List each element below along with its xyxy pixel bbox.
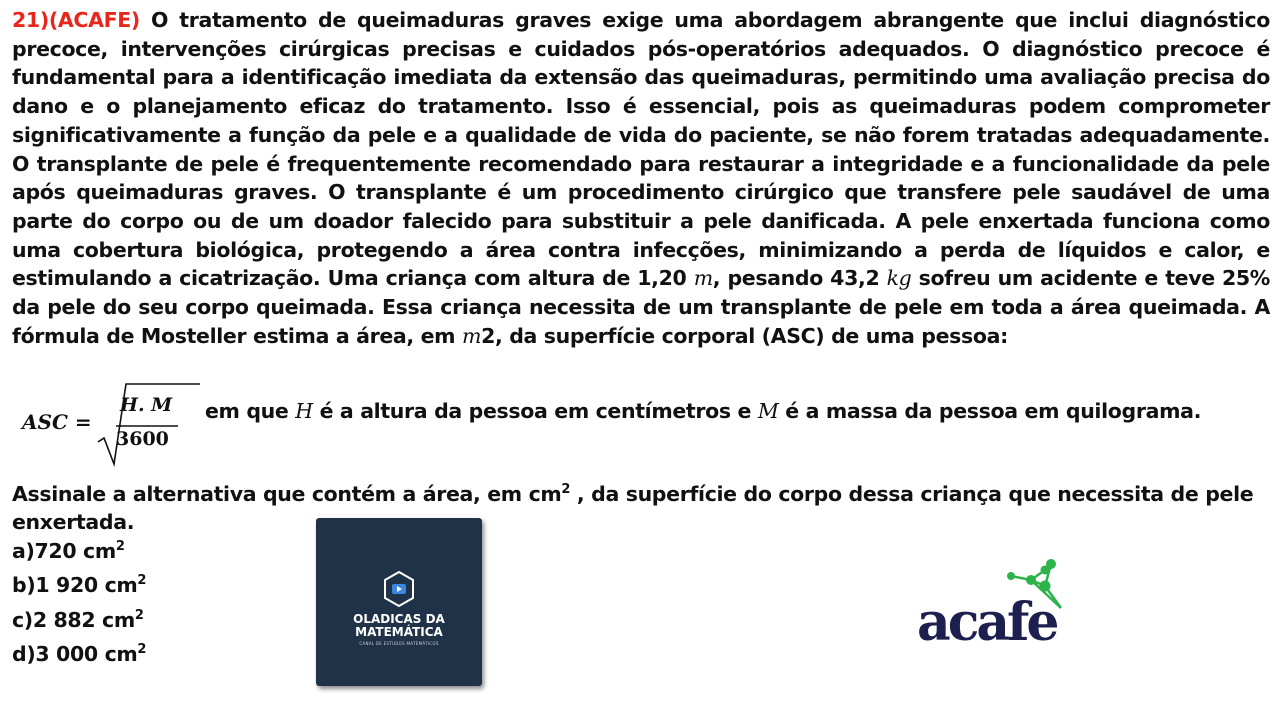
option-c-sup: 2 xyxy=(134,607,144,623)
channel-name xyxy=(316,613,482,639)
option-d-sup: 2 xyxy=(137,641,147,657)
option-c[interactable] xyxy=(12,601,146,635)
statement-text-weight: , pesando 43,2 xyxy=(712,266,887,291)
answer-options xyxy=(12,532,146,669)
formula-explanation xyxy=(205,399,1201,423)
option-b-sup: 2 xyxy=(137,573,147,589)
formula-numerator: H. M xyxy=(120,394,173,416)
prompt-superscript: 2 xyxy=(561,482,571,497)
statement-text-after: sofreu um acidente e teve 25% da pele do seu corpo queimada. Essa criança necessita de um transplante de pele em toda a área queimada. A fórmula de Mosteller estima a área, em xyxy=(12,266,1271,348)
option-d[interactable] xyxy=(12,635,146,669)
option-a[interactable] xyxy=(12,532,146,566)
mosteller-formula xyxy=(22,380,222,470)
option-b-label: b)1 920 cm xyxy=(12,573,138,598)
option-d-label: d)3 000 cm xyxy=(12,641,138,666)
play-hexagon-icon xyxy=(382,570,416,608)
question-number: 21)(ACAFE) xyxy=(12,8,140,32)
var-m: M xyxy=(757,399,779,423)
statement-text: O tratamento de queimaduras graves exige uma abordagem abrangente que inclui diagnóstico precoce, intervenções cirúrgicas precisas e cuidados pós-operatórios adequados. O diagnóstico precoce é fundamental para a identificação imediata da extensão das queimaduras, permitindo uma avaliação precisa do dano e o planejamento eficaz do tratamento. Isso é essencial, pois as queimaduras podem comprometer significativamente a função da pele e a qualidade de vida do paciente, se não forem tratadas adequadamente. O transplante de pele é frequentemente recomendado para restaurar a integridade e a funcionalidade da pele após queimaduras graves. O transplante é um procedimento cirúrgico que transfere pele saudável de uma parte do corpo ou de um doador falecido para substituir a pele danificada. A pele enxertada funciona como uma cobertura biológica, protegendo a área contra infecções, minimizando a perda de líquidos e calor, e estimulando a cicatrização. Uma criança com altura de 1,20 xyxy=(12,8,1270,291)
channel-logo-card xyxy=(316,518,482,686)
question-prompt xyxy=(12,476,1262,536)
var-h: H xyxy=(295,399,313,423)
question-statement xyxy=(12,6,1270,350)
option-a-sup: 2 xyxy=(115,539,125,554)
acafe-wordmark: acafe xyxy=(917,592,1057,653)
explanation-text-3: é a massa da pessoa em quilograma. xyxy=(778,399,1202,423)
explanation-text-1: em que xyxy=(205,399,296,423)
formula-lhs: ASC = xyxy=(22,410,92,434)
unit-kilogram: kg xyxy=(886,266,912,291)
unit-meter: m xyxy=(693,266,713,291)
option-c-label: c)2 882 cm xyxy=(12,607,135,632)
channel-name-line1: OLADICAS DA xyxy=(353,612,445,626)
statement-text-end: 2, da superfície corporal (ASC) de uma pessoa: xyxy=(481,323,1008,348)
explanation-text-2: é a altura da pessoa em centímetros e xyxy=(312,399,758,423)
prompt-text-end: , da superfície do corpo dessa criança que necessita de pele enxertada. xyxy=(12,481,1254,534)
channel-tagline: CANAL DE ESTUDOS MATEMÁTICOS xyxy=(359,641,439,646)
prompt-text: Assinale a alternativa que contém a área, em cm xyxy=(12,481,562,506)
option-b[interactable] xyxy=(12,566,146,600)
acafe-logo xyxy=(905,550,1095,670)
formula-denominator: 3600 xyxy=(116,428,169,450)
option-a-label: a)720 cm xyxy=(12,538,116,563)
channel-name-line2: MATEMÁTICA xyxy=(355,625,443,639)
unit-square-meter: m xyxy=(461,323,482,348)
